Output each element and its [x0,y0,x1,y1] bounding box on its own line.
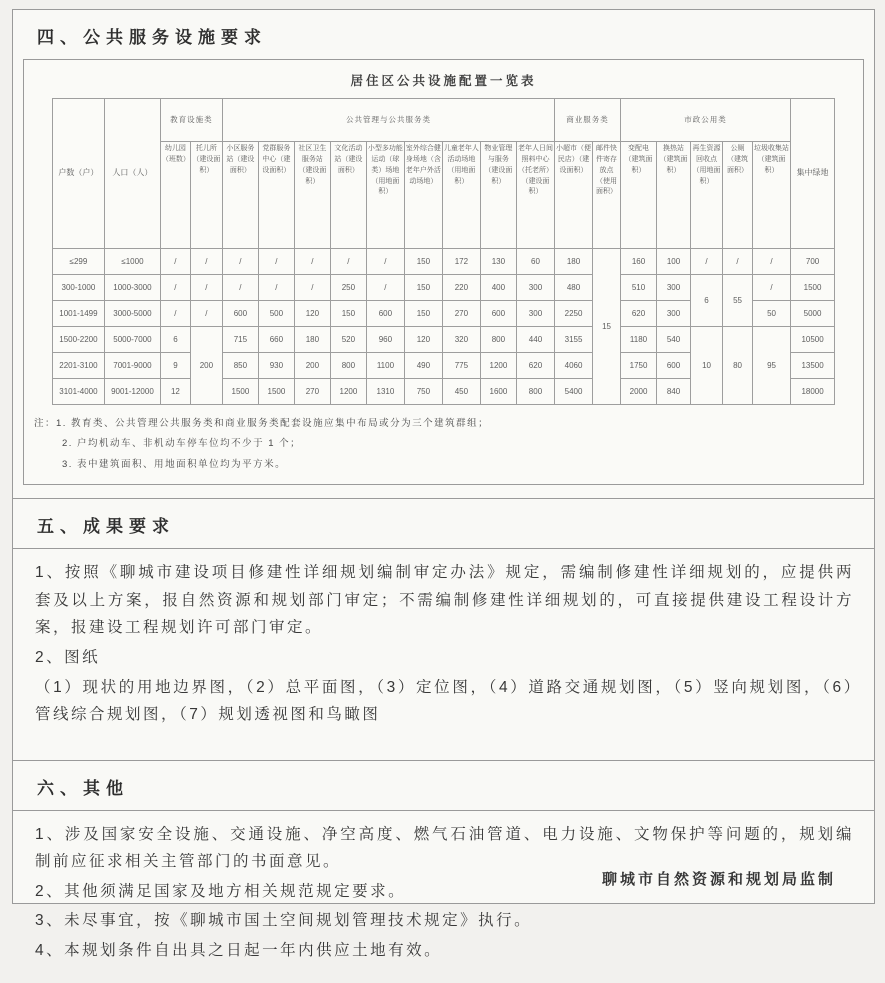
table-title: 居住区公共设施配置一览表 [350,74,537,88]
section6-item: 3、未尽事宜，按《聊城市国土空间规划管理技术规定》执行。 [35,912,533,930]
table-cell: 500 [258,301,294,327]
table-cell: / [294,275,330,301]
section6-heading: 六、其他 [13,760,874,811]
column-header: 物业管理与服务（建设面积） [480,142,516,249]
table-cell: 800 [516,379,554,405]
table-cell: 600 [480,301,516,327]
table-cell: 490 [404,353,442,379]
column-header: 邮件快件寄存放点（使用面积） [593,142,621,249]
column-header: 小型多功能运动（球类）场地（用地面积） [366,142,404,249]
table-cell: 960 [366,327,404,353]
table-cell: 6 [691,275,723,327]
column-header: 文化活动站（建设面积） [330,142,366,249]
table-cell: 480 [555,275,593,301]
facilities-table-box [23,59,864,485]
table-cell: 95 [753,327,791,405]
table-cell: 600 [366,301,404,327]
table-cell: 200 [294,353,330,379]
table-cell: 540 [657,327,691,353]
table-cell: 300 [657,301,691,327]
table-cell: 150 [330,301,366,327]
table-cell: / [190,301,222,327]
table-row [52,327,834,353]
table-cell: 440 [516,327,554,353]
table-cell: 180 [294,327,330,353]
table-cell: 150 [404,301,442,327]
section5-paragraph: 1、按照《聊城市建设项目修建性详细规划编制审定办法》规定，需编制修建性详细规划的，应提供两套及以上方案，报自然资源和规划部门审定；不需编制修建性详细规划的，可直接提供建设工程设计方案，报建设工程规划许可部门审定。 [35,564,854,637]
table-cell: 120 [404,327,442,353]
table-cell: 60 [516,249,554,275]
table-cell: 220 [442,275,480,301]
table-cell: 13500 [791,353,835,379]
header-column-row [52,142,834,249]
table-cell: 120 [294,301,330,327]
table-cell: ≤1000 [104,249,160,275]
table-cell: / [160,249,190,275]
table-cell: 150 [404,275,442,301]
table-note: 2. 户均机动车、非机动车停车位均不少于 1 个； [62,438,302,450]
table-cell: 10500 [791,327,835,353]
table-cell: 3155 [555,327,593,353]
table-cell: 2000 [621,379,657,405]
column-header: 党群服务中心（建设面积） [258,142,294,249]
table-cell: / [366,249,404,275]
table-cell: / [160,301,190,327]
table-cell: / [330,249,366,275]
table-cell: 775 [442,353,480,379]
table-cell: 55 [723,275,753,327]
group-header: 商业服务类 [555,99,621,142]
table-cell: 4060 [555,353,593,379]
table-cell: 172 [442,249,480,275]
table-cell: 300-1000 [52,275,104,301]
table-row [52,275,834,301]
table-cell: 2250 [555,301,593,327]
column-header: 托儿所（建设面积） [190,142,222,249]
table-cell: 9001-12000 [104,379,160,405]
table-cell: 9 [160,353,190,379]
group-header: 公共管理与公共服务类 [222,99,554,142]
table-cell: 1000-3000 [104,275,160,301]
table-cell: 5400 [555,379,593,405]
column-header: 户数（户） [52,99,104,249]
table-cell: 15 [593,249,621,405]
table-cell: 800 [330,353,366,379]
table-cell: 1500 [791,275,835,301]
table-cell: 80 [723,327,753,405]
table-cell: 520 [330,327,366,353]
column-header: 室外综合健身场地（含老年户外活动场地） [404,142,442,249]
table-cell: / [190,249,222,275]
section5-paragraph: （1）现状的用地边界图，（2）总平面图，（3）定位图，（4）道路交通规划图，（5）竖向规划图，（6）管线综合规划图，（7）规划透视图和鸟瞰图 [35,678,854,724]
table-cell: / [294,249,330,275]
table-cell: ≤299 [52,249,104,275]
table-cell: 5000 [791,301,835,327]
table-cell: 10 [691,327,723,405]
table-cell: 160 [621,249,657,275]
table-cell: / [366,275,404,301]
table-cell: 1500 [222,379,258,405]
table-cell: 180 [555,249,593,275]
table-cell: 270 [442,301,480,327]
section6-item: 4、本规划条件自出具之日起一年内供应土地有效。 [35,942,443,960]
header-group-row [52,99,834,142]
column-header: 变配电（建筑面积） [621,142,657,249]
table-cell: / [258,275,294,301]
table-cell: 1500 [258,379,294,405]
table-note: 注：1. 教育类、公共管理公共服务类和商业服务类配套设施应集中布局或分为三个建筑群组； [34,418,490,429]
facilities-table [52,98,835,405]
table-cell: / [190,275,222,301]
table-cell: / [258,249,294,275]
table-cell: / [723,249,753,275]
table-note: 3. 表中建筑面积、用地面积单位均为平方米。 [62,458,287,470]
table-cell: 400 [480,275,516,301]
table-cell: 620 [621,301,657,327]
column-header: 幼儿园（班数） [160,142,190,249]
group-header: 市政公用类 [621,99,791,142]
table-notes [24,405,863,480]
section6-item: 2、其他须满足国家及地方相关规范规定要求。 [35,882,407,900]
table-cell: / [160,275,190,301]
table-cell: 840 [657,379,691,405]
table-cell: 12 [160,379,190,405]
footer-imprint: 聊城市自然资源和规划局监制 [601,871,836,888]
table-cell: 1100 [366,353,404,379]
table-cell: / [222,249,258,275]
table-cell: 800 [480,327,516,353]
table-row [52,249,834,275]
section5-content [13,549,874,746]
table-cell: 450 [442,379,480,405]
table-cell: 850 [222,353,258,379]
document-page [12,9,875,960]
table-cell: 600 [657,353,691,379]
table-cell: 2201-3100 [52,353,104,379]
table-cell: 1750 [621,353,657,379]
table-cell: 700 [791,249,835,275]
table-cell: 1001-1499 [52,301,104,327]
table-cell: 300 [516,301,554,327]
table-cell: 5000-7000 [104,327,160,353]
table-cell: 1180 [621,327,657,353]
column-header: 垃圾收集站（建筑面积） [753,142,791,249]
table-cell: / [691,249,723,275]
section5-heading: 五、成果要求 [13,498,874,549]
table-cell: 750 [404,379,442,405]
column-header: 公厕（建筑面积） [723,142,753,249]
table-cell: 18000 [791,379,835,405]
table-cell: 1600 [480,379,516,405]
column-header: 再生资源回收点（用地面积） [691,142,723,249]
table-cell: 1500-2200 [52,327,104,353]
section4-heading: 四、公共服务设施要求 [37,28,267,47]
table-cell: 1200 [330,379,366,405]
section6-content [13,811,874,983]
table-cell: 600 [222,301,258,327]
column-header: 老年人日间照料中心（托老所）（建设面积） [516,142,554,249]
table-cell: 6 [160,327,190,353]
table-cell: 130 [480,249,516,275]
table-cell: 510 [621,275,657,301]
section5-paragraph: 2、图纸 [35,649,101,666]
table-cell: 150 [404,249,442,275]
column-header: 换热站（建筑面积） [657,142,691,249]
table-cell: / [753,275,791,301]
section6-item: 1、涉及国家安全设施、交通设施、净空高度、燃气石油管道、电力设施、文物保护等问题的，规划编制前应征求相关主管部门的书面意见。 [35,825,854,871]
column-header: 集中绿地 [791,99,835,249]
table-cell: 50 [753,301,791,327]
table-cell: 930 [258,353,294,379]
table-cell: / [753,249,791,275]
table-cell: 1200 [480,353,516,379]
table-cell: 300 [657,275,691,301]
table-cell: 1310 [366,379,404,405]
table-cell: 3000-5000 [104,301,160,327]
table-cell: 320 [442,327,480,353]
column-header: 小超市（便民店）（建设面积） [555,142,593,249]
table-cell: 660 [258,327,294,353]
table-cell: / [222,275,258,301]
column-header: 小区服务站（建设面积） [222,142,258,249]
table-cell: 250 [330,275,366,301]
table-cell: 100 [657,249,691,275]
table-cell: 7001-9000 [104,353,160,379]
column-header: 人口（人） [104,99,160,249]
group-header: 教育设施类 [160,99,222,142]
table-cell: 300 [516,275,554,301]
table-cell: 270 [294,379,330,405]
table-cell: 3101-4000 [52,379,104,405]
table-cell: 620 [516,353,554,379]
table-cell: 200 [190,327,222,405]
table-cell: 715 [222,327,258,353]
column-header: 儿童老年人活动场地（用地面积） [442,142,480,249]
column-header: 社区卫生服务站（建设面积） [294,142,330,249]
